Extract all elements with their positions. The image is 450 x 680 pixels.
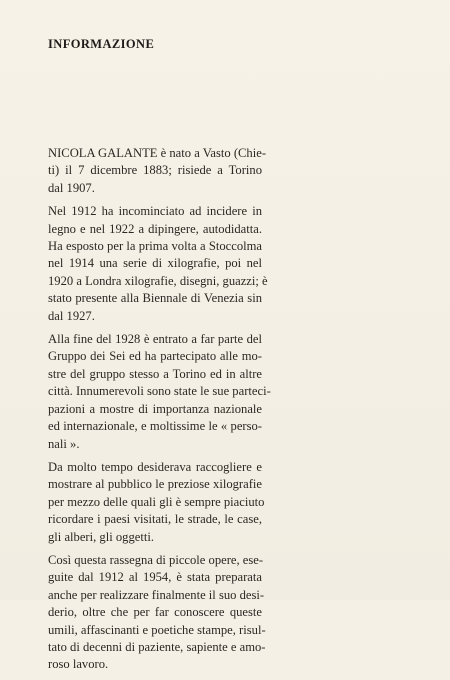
text-line: nel 1914 una serie di xilografie, poi nel	[48, 256, 262, 271]
text-line: Ha esposto per la prima volta a Stoccolma	[48, 239, 262, 254]
section-heading: INFORMAZIONE	[48, 37, 155, 51]
text-line: legno e nel 1922 a dipingere, autodidatta.	[48, 221, 262, 236]
text-line: 1920 a Londra xilografie, disegni, guazzi; è	[48, 273, 268, 288]
text-line: città. Innumerevoli sono state le sue parteci-	[48, 384, 271, 399]
text-line: derio, oltre che per far conoscere queste	[48, 605, 262, 620]
paragraph-desire	[48, 459, 265, 546]
paragraph-retrospective	[48, 552, 266, 674]
text-line: ricordare i paesi visitati, le strade, le case,	[48, 512, 262, 527]
paragraph-biography	[48, 145, 267, 197]
text-line: Gruppo dei Sei ed ha partecipato alle mo-	[48, 349, 262, 364]
text-line: mostrare al pubblico le preziose xilografie	[48, 477, 262, 492]
text-line: guite dal 1912 al 1954, è stata preparata	[48, 570, 262, 585]
text-line: dal 1907.	[48, 180, 95, 195]
text-line: gli alberi, gli oggetti.	[48, 529, 154, 544]
text-line: Da molto tempo desiderava raccogliere e	[48, 459, 262, 474]
text-line: dal 1927.	[48, 308, 95, 323]
text-line: ti) il 7 dicembre 1883; risiede a Torino	[48, 163, 262, 178]
text-line: roso lavoro.	[48, 657, 109, 672]
text-line: umili, affascinanti e poetiche stampe, risul-	[48, 622, 266, 637]
text-line: anche per realizzare finalmente il suo desi-	[48, 587, 265, 602]
text-line: nali ».	[48, 436, 80, 451]
paragraph-exhibitions	[48, 331, 271, 453]
text-line: Così questa rassegna di piccole opere, ese-	[48, 552, 264, 567]
text-line: tato di decenni di paziente, sapiente e amo-	[48, 639, 266, 654]
text-line: stato presente alla Biennale di Venezia sin	[48, 291, 262, 306]
paragraph-career	[48, 203, 268, 325]
text-line: pazioni a mostre di importanza nazionale	[48, 401, 262, 416]
text-line: NICOLA GALANTE è nato a Vasto (Chie-	[48, 146, 267, 160]
text-line: Nel 1912 ha incominciato ad incidere in	[48, 204, 262, 219]
text-line: per mezzo delle quali gli è sempre piaciuto	[48, 494, 265, 509]
text-line: ed internazionale, e moltissime le « perso-	[48, 419, 262, 434]
text-line: Alla fine del 1928 è entrato a far parte del	[48, 332, 262, 347]
text-line: stre del gruppo stesso a Torino ed in altre	[48, 366, 262, 381]
